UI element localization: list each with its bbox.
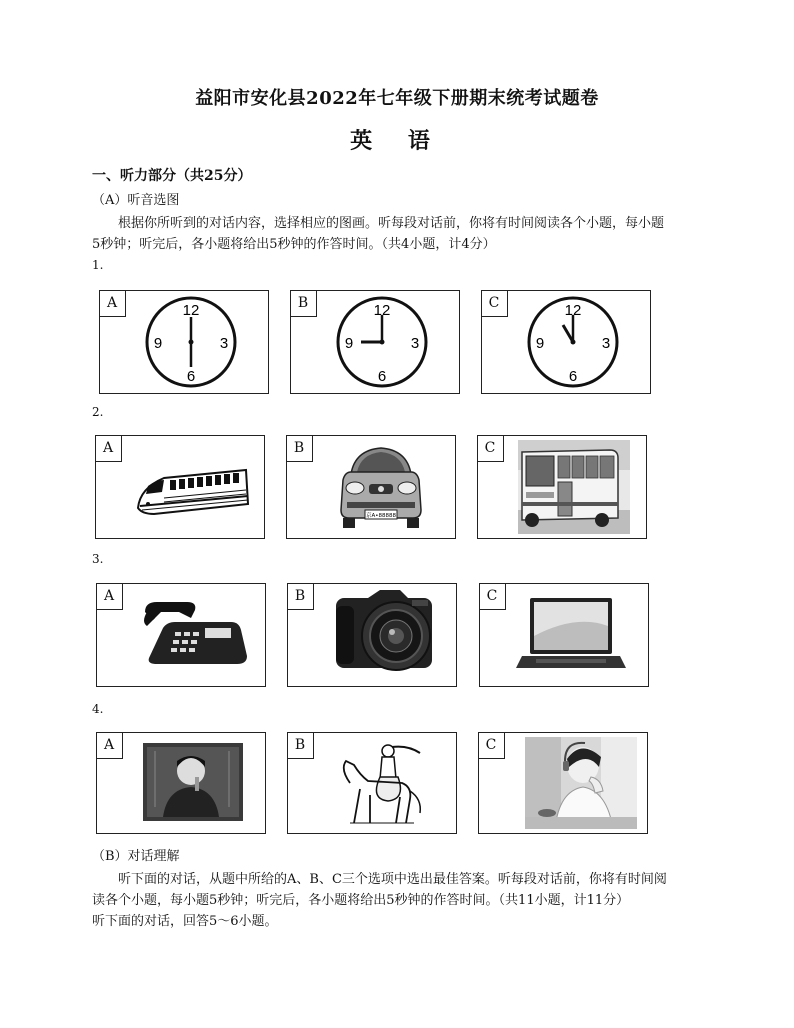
part-a-instruction-line2: 5秒钟；听完后，各小题将给出5秒钟的作答时间。（共4小题，计4分） bbox=[92, 237, 496, 252]
q4-option-a[interactable] bbox=[96, 732, 266, 834]
option-label: A bbox=[99, 290, 126, 317]
section-listening-heading: 一、听力部分（共25分） bbox=[92, 168, 252, 184]
svg-text:12: 12 bbox=[564, 302, 582, 319]
q3-option-b[interactable] bbox=[287, 583, 457, 687]
laptop-icon bbox=[516, 596, 626, 674]
telephone-icon bbox=[139, 598, 249, 674]
q1-option-c[interactable] bbox=[481, 290, 651, 394]
q2-option-b[interactable] bbox=[286, 435, 456, 539]
option-label: B bbox=[287, 732, 314, 759]
q3-option-c[interactable] bbox=[479, 583, 649, 687]
camera-icon bbox=[330, 586, 438, 676]
exam-title: 益阳市安化县2022年七年级下册期末统考试题卷 bbox=[195, 88, 599, 109]
q2-option-c[interactable] bbox=[477, 435, 647, 539]
svg-text:6: 6 bbox=[186, 368, 196, 385]
svg-text:3: 3 bbox=[601, 335, 611, 352]
listening-girl-photo bbox=[525, 737, 637, 829]
part-a-instruction-line1: 根据你所听到的对话内容，选择相应的图画。听每段对话前，你将有时间阅读各个小题，每小题 bbox=[118, 216, 665, 231]
part-a-heading: （A）听音选图 bbox=[92, 193, 180, 208]
svg-text:3: 3 bbox=[410, 335, 420, 352]
option-label: A bbox=[96, 732, 123, 759]
q4-option-b[interactable] bbox=[287, 732, 457, 834]
subject-title: 英 语 bbox=[350, 128, 444, 154]
svg-text:12: 12 bbox=[182, 302, 200, 319]
option-label: B bbox=[287, 583, 314, 610]
train-icon bbox=[134, 464, 252, 522]
part-b-heading: （B）对话理解 bbox=[92, 849, 180, 864]
option-label: A bbox=[96, 583, 123, 610]
option-label: C bbox=[481, 290, 508, 317]
horse-rider-icon bbox=[330, 739, 430, 829]
svg-text:12: 12 bbox=[373, 302, 391, 319]
part-b-instruction-line3: 听下面的对话，回答5～6小题。 bbox=[92, 914, 278, 929]
svg-text:6: 6 bbox=[377, 368, 387, 385]
question-number: 2. bbox=[92, 405, 104, 419]
q3-option-a[interactable] bbox=[96, 583, 266, 687]
svg-text:6: 6 bbox=[568, 368, 578, 385]
question-number: 3. bbox=[92, 552, 104, 566]
svg-text:9: 9 bbox=[344, 335, 354, 352]
bus-photo bbox=[518, 440, 630, 534]
question-number: 1. bbox=[92, 258, 104, 272]
clock-icon bbox=[335, 295, 429, 389]
part-b-instruction-line2: 读各个小题，每小题5秒钟；听完后，各小题将给出5秒钟的作答时间。（共11小题，计11分） bbox=[92, 893, 630, 908]
q2-option-a[interactable] bbox=[95, 435, 265, 539]
option-label: B bbox=[290, 290, 317, 317]
part-b-instruction-line1: 听下面的对话，从题中所给的A、B、C三个选项中选出最佳答案。听每段对话前，你将有时间阅 bbox=[118, 872, 667, 887]
q1-option-b[interactable] bbox=[290, 290, 460, 394]
svg-text:9: 9 bbox=[153, 335, 163, 352]
svg-text:3: 3 bbox=[219, 335, 229, 352]
option-label: B bbox=[286, 435, 313, 462]
option-label: A bbox=[95, 435, 122, 462]
singer-photo bbox=[137, 737, 249, 827]
option-label: C bbox=[479, 583, 506, 610]
question-number: 4. bbox=[92, 702, 104, 716]
svg-text:9: 9 bbox=[535, 335, 545, 352]
q1-option-a[interactable] bbox=[99, 290, 269, 394]
option-label: C bbox=[478, 732, 505, 759]
option-label: C bbox=[477, 435, 504, 462]
q4-option-c[interactable] bbox=[478, 732, 648, 834]
clock-icon bbox=[526, 295, 620, 389]
car-icon bbox=[335, 440, 427, 534]
svg-text:京A•88888: 京A•88888 bbox=[365, 513, 397, 519]
clock-icon bbox=[144, 295, 238, 389]
